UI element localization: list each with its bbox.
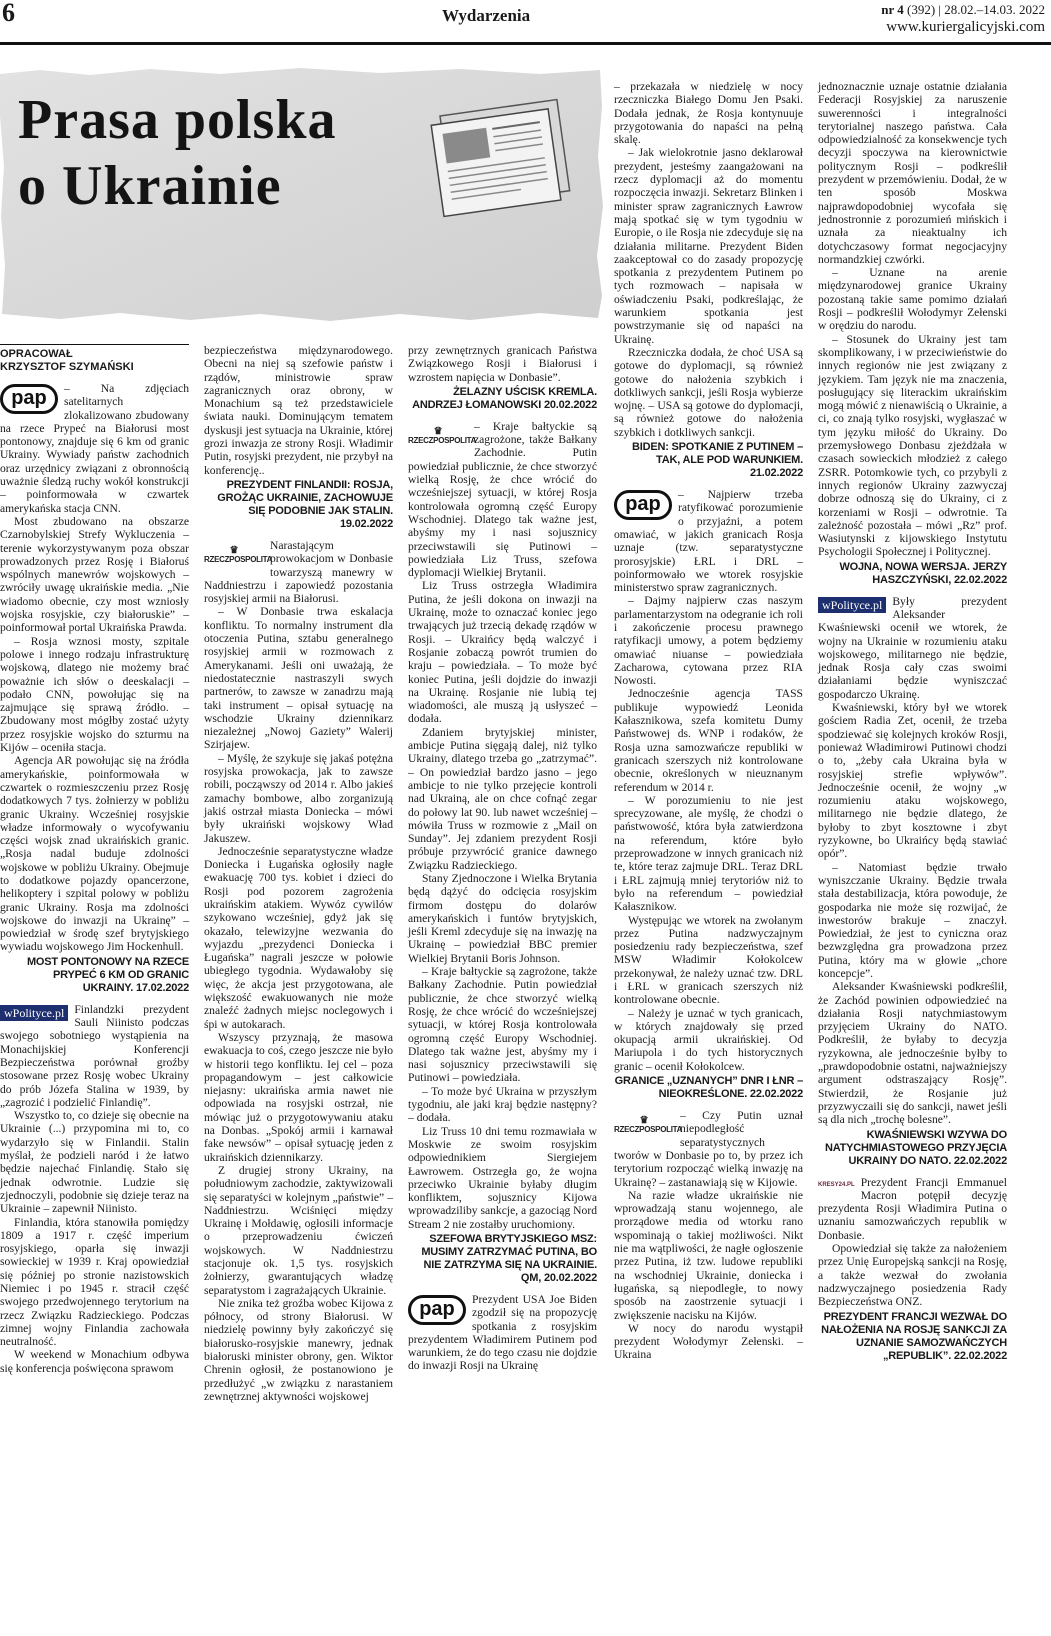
article-paragraph: bezpieczeństwa międzynarodowego. Obecni na niej są szefowie państw i rządów, ministrowie spraw zagranicznych oraz obrony, w Monachium są też przedstawiciele świata nauki. Dominującym tematem dyskusji jest sytuacja na Ukrainie, której grozi inwazja ze strony Rosji. Władimir Putin, rosyjski prezydent, nie przybył na konferencję.. <box>204 344 393 477</box>
article-paragraph: – Kraje bałtyckie są zagrożone, także Bałkany Zachodnie. Putin powiedział publicznie, że chce stworzyć wielką Rosję, że chce wrócić do wcześniejszej sytuacji, w której Rosja kontrolowała ogromną część Europy Wschodniej. Dlatego tak ważne jest, abyśmy my i nasi sojusznicy przeciwstawili się Putinowi – powiedziała. <box>408 965 597 1085</box>
eagle-icon: ♛ <box>433 425 443 437</box>
pap-logo: pap <box>614 490 672 520</box>
article-paragraph: – Natomiast będzie trwało wyniszczanie Ukrainy. Będzie trwała stała destabilizacja, która powoduje, że gospodarka nie może się rozwijać, że inwestorów brakuje – znaczył. Powiedział, że jest to cyniczna oraz bezwzględna gra prowadzona przez Putina, który ma w głowie „chore koncepcje”. <box>818 860 1007 980</box>
article-paragraph: Finlandzki prezydent Sauli Niinisto podczas swojego sobotniego wystąpienia na Monachijskiej Konferencji Bezpieczeństwa porównał groźby stosowane przez Rosję wobec Ukrainy do prób Józefa Stalina w 1939, by „zagrozić i podzielić Finlandię”. <box>0 1002 189 1109</box>
article-paragraph: – W Donbasie trwa eskalacja konfliktu. To normalny instrument dla otoczenia Putina, sztabu generalnego rosyjskiej armii w rozmowach z Amerykanami. Jeśli oni uważają, że niedostatecznie nastraszyli swych partnerów, to zawsze w zanadrzu mają taki instrument – opisał sytuację na wschodzie Ukrainy dziennikarz niezależnej „Nowoj Gaziety” Walerij Szirjajew. <box>204 605 393 752</box>
article-paragraph: Agencja AR powołując się na źródła amerykańskie, poinformowała w czwartek o rozmieszczeniu przez Rosję dodatkowych 7 tys. żołnierzy w pobliżu granic Ukrainy. Wcześniej rosyjskie władze informowały o wycofywaniu części wojsk znad ukraińskich granic. „Rosja nadal buduje zdolności wojskowe w pobliżu Ukrainy. Obejmuje to dodatkowe pojazdy opancerzone, helikoptery i szpital polowy w pobliżu granic Ukrainy. Rosja ma zdolności wojskowe do inwazji na Ukrainę” – powiedział w środę szef brytyjskiego wywiadu wojskowego Jim Hockenhull. <box>0 754 189 954</box>
article-paragraph: W nocy do narodu wystąpił prezydent Wołodymyr Zełenski. – Ukraina <box>614 1321 803 1362</box>
rzeczpospolita-logo <box>408 422 477 446</box>
article-source: BIDEN: SPOTKANIE Z PUTINEM – TAK, ALE POD WARUNKIEM. 21.02.2022 <box>631 441 803 480</box>
article-paragraph: – Dajmy najpierw czas naszym parlamentarzystom na odegranie ich roli i zakończenie procesu prawnego ratyfikacji umowy, a potem będziemy omawiać niuanse – powiedziała Zacharowa, cytowana przez RIA Nowosti. <box>614 594 803 688</box>
header-rule <box>0 42 1051 45</box>
article-paragraph: – Należy je uznać w tych granicach, w których znajdowały się przed okupacją armii ukraińskiej. Od Mariupola i do tych historycznych granic – ocenił Kołokolcew. <box>614 1006 803 1073</box>
article-source: WOJNA, NOWA WERSJA. JERZY HASZCZYŃSKI, 22.02.2022 <box>839 560 1007 586</box>
article-paragraph: Zdaniem brytyjskiej minister, ambicje Putina sięgają dalej, niż tylko Ukrainy, dlatego trzeba go „zatrzymać”. – On powiedział bardzo jasno – jego ambicje to nie tylko przejęcie kontroli nad Ukrainą, ale on chce cofnąć zegar do połowy lat 90. lub nawet wcześniej – mówiła Truss w rozmowie z „Mail on Sunday”. Jej zdaniem prezydent Rosji próbuje przywrócić granice dawnego Związku Radzieckiego. <box>408 725 597 872</box>
wpolityce-logo: wPolityce.pl <box>0 1005 68 1021</box>
author-credit <box>0 344 189 374</box>
article-paragraph: Z drugiej strony Ukrainy, na południowym zachodzie, zaktywizowali się separatyści w kolejnym „państwie” – Naddniestrzu. Wciśnięci między Ukrainę i Mołdawię, ogłosili informacje o przeprowadzeniu ćwiczeń wojskowych. W Naddniestrzu stacjonuje ok. 1,5 tys. rosyjskich żołnierzy, gwarantujących władzę separatystom i zagrażających Ukrainie. <box>204 1163 393 1297</box>
column-5 <box>818 80 1007 1371</box>
article-paragraph: Narastającym prowokacjom w Donbasie towarzyszą manewry w Naddniestrzu i zapowiedź pozostania rosyjskiej armii na Białorusi. <box>204 538 393 606</box>
author-name: KRZYSZTOF SZYMAŃSKI <box>0 361 134 373</box>
pap-logo: pap <box>408 1295 466 1325</box>
page-header <box>0 0 1051 44</box>
article-paragraph: Nie znika też groźba wobec Kijowa z północy, od strony Białorusi. W niedzielę powinny były zakończyć się białorusko-rosyjskie manewry, jednak białoruski minister obrony, gen. Wiktor Chrenin ogłosił, że postanowiono je przedłużyć „w związku z narastaniem zewnętrznej aktywności wojskowej <box>204 1296 393 1403</box>
author-label: OPRACOWAŁ <box>0 348 73 360</box>
title-banner <box>0 66 604 324</box>
issue-number: nr 4 <box>881 2 904 17</box>
article-paragraph: Stany Zjednoczone i Wielka Brytania będą dążyć do odcięcia rosyjskim firmom dostępu do dolarów amerykańskich i funtów brytyjskich, jeśli Kreml zdecyduje się na inwazję na Ukrainę – powiedział BBC premier Wielkiej Brytanii Boris Johnson. <box>408 871 597 965</box>
rzeczpospolita-wordmark: RZECZPOSPOLITA <box>614 1125 683 1135</box>
article-paragraph: – Kraje bałtyckie są zagrożone, także Bałkany Zachodnie. Putin powiedział publicznie, że chce stworzyć wielką Rosję, że chce wrócić do wcześniejszej sytuacji, w której Rosja kontrolowała ogromną część Europy Wschodniej. Dlatego tak ważne jest, abyśmy my i nasi sojusznicy przeciwstawili się Putinowi – powiedziała Liz Truss, szefowa dyplomacji Wielkiej Brytanii. <box>408 419 597 580</box>
article-paragraph: Wszystko to, co dzieje się obecnie na Ukrainie (...) przypomina mi to, co wydarzyło się w Finlandii. Stalin myślał, że podzieli naród i że łatwo będzie najechać Finlandię. Stało się jednak odwrotnie. Ludzie się zjednoczyli, podobnie się dzieje teraz na Ukrainie – zapewnił Niinisto. <box>0 1109 189 1216</box>
article-paragraph: – Czy Putin uznał niepodległość separatystycznych tworów w Donbasie po to, by przez ich terytorium rozpocząć wielką inwazję na Ukrainę? – zastanawiają się w Kijowie. <box>614 1109 803 1189</box>
article-paragraph: – Najpierw trzeba ratyfikować porozumienie o przyjaźni, a potem omawiać, w jakich granicach Rosja uznaje (tzw. separatystyczne prorosyjskie) ŁRL i DRL – poinformowało we wtorek rosyjskie ministerstwo spraw zagranicznych. <box>614 488 803 595</box>
article-paragraph: Most zbudowano na obszarze Czarnobylskiej Strefy Wykluczenia – terenie wykorzystywanym poza obszar prowadzonych przez Rosję i Białoruś wspólnych manewrów wojskowych – zwróciły uwagę ukraińskie media. „Nie wiadomo obecnie, czy most wzniosły wojska rosyjskie, czy białoruskie” – poinformował portal Ukraińska Prawda. <box>0 514 189 635</box>
rzeczpospolita-logo <box>614 1111 683 1135</box>
article-source: ŻELAZNY UŚCISK KREMLA. ANDRZEJ ŁOMANOWSKI 20.02.2022 <box>412 385 597 411</box>
article-paragraph: Aleksander Kwaśniewski podkreślił, że Zachód powinien odpowiedzieć na działania Rosji natychmiastowym przyjęciem Ukrainy do NATO. Podkreślił, że byłaby to decyzja ryzykowna, ale jednocześnie byłby to „prawdopodobnie ostatni, najważniejszy argument odstraszający Rosję”. Stwierdził, że Rosjanie już przyzwyczaili się do sankcji, nawet jeśli są dla nich „trochę bolesne”. <box>818 980 1007 1127</box>
rzeczpospolita-wordmark: RZECZPOSPOLITA <box>408 435 477 445</box>
rzeczpospolita-wordmark: RZECZPOSPOLITA <box>204 554 273 564</box>
website-link[interactable]: www.kuriergalicyjski.com <box>886 19 1045 35</box>
title-line-1: Prasa polska <box>18 89 337 151</box>
article-paragraph: – Rosja wznosi mosty, szpitale polowe i innego rodzaju infrastrukturę wojskową, dlatego nie możemy brać poważnie ich słów o deeskalacji – podało CNN, powołując się na zajmujące się sprawą źródło. – Zbudowany most mógłby zostać użyty przez rosyjskie wojsko do szturmu na Kijów – oceniła stacja. <box>0 634 189 755</box>
article-paragraph: – Myślę, że szykuje się jakaś potężna rosyjska prowokacja, jak to zawsze robili, począwszy od 2014 r. Albo jakieś zamachy bombowe, albo zorganizują jakiś ostrzał miasta Doniecka – mówi były ukraiński wojskowy Wład Jakuszew. <box>204 751 393 845</box>
article-paragraph: W weekend w Monachium odbywa się konferencja poświęcona sprawom <box>0 1348 189 1375</box>
article-source: KWAŚNIEWSKI WZYWA DO NATYCHMIASTOWEGO PRZYJĘCIA UKRAINY DO NATO. 22.02.2022 <box>824 1128 1007 1167</box>
article-paragraph: – Na zdjęciach satelitarnych zlokalizowano zbudowany na rzece Prypeć na Białorusi most pontonowy, znajduje się 6 km od granic Ukrainy. Wywiady państw zachodnich oraz urzędnicy związani z obronnością uważnie śledzą ruchy wokół konstrukcji – poinformowała w czwartek amerykańska stacja CNN. <box>0 382 189 515</box>
article-source: SZEFOWA BRYTYJSKIEGO MSZ: MUSIMY ZATRZYMAĆ PUTINA, BO NIE ZATRZYMA SIĘ NA UKRAINIE. QM, 20.02.2022 <box>421 1233 597 1284</box>
title-line-2: o Ukrainie <box>18 154 282 217</box>
article-paragraph: Rzeczniczka dodała, że choć USA są gotowe do dyplomacji, są również gotowe do nałożenia szybkich i dotkliwych sankcji, jeśli Rosja wybierze wojnę. – USA są gotowe do dyplomacji, są również gotowe do nałożenia szybkich i dotkliwych sankcji. <box>614 345 803 439</box>
wpolityce-logo: wPolityce.pl <box>818 597 886 613</box>
eagle-icon: ♛ <box>229 544 239 556</box>
column-4 <box>614 80 803 1362</box>
article-paragraph: Prezydent Francji Emmanuel Macron potępił decyzję prezydenta Rosji Władimira Putina o uznaniu samozwańczych republik w Donbasie. <box>818 1175 1007 1242</box>
article-paragraph: Były prezydent Aleksander Kwaśniewski ocenił we wtorek, że wojny na Ukrainie w rozumieniu ataku wojskowego, militarnego nie będzie, jednak Rosja cały czas swoimi działaniami będzie wyniszczać gospodarczo Ukrainę. <box>818 594 1007 701</box>
article-paragraph: – W porozumieniu to nie jest sprecyzowane, ale myślę, że chodzi o państwowość, która była zatwierdzona na referendum, które było przeprowadzone w innych granicach niż te, które teraz zajmuje DRL. Teraz DRL i ŁRL zajmują mniej terytoriów niż to było na referendum – powiedział Kałasznikow. <box>614 793 803 914</box>
page-number: 6 <box>2 0 15 27</box>
article-paragraph: Prezydent USA Joe Biden zgodził się na propozycję spotkania z rosyjskim prezydentem Władimirem Putinem pod warunkiem, że do tego czasu nie dojdzie do inwazji Rosji na Ukrainę <box>408 1293 597 1373</box>
section-title: Wydarzenia <box>442 6 531 25</box>
article-paragraph: przy zewnętrznych granicach Państwa Związkowego Rosji i Białorusi i wzrostem napięcia w Donbasie”. <box>408 344 597 384</box>
page-title <box>18 88 337 219</box>
article-source: MOST PONTONOWY NA RZECE PRYPEĆ 6 KM OD GRANIC UKRAINY. 17.02.2022 <box>26 955 189 994</box>
article-paragraph: Liz Truss ostrzegła Władimira Putina, że jeśli dokona on inwazji na Ukrainę, może to oznaczać koniec jego trwających już trzecią dekadę rządów w Rosji. – Ukraińcy będą walczyć i Rosjanie zobaczą powrót trumien do kraju – powiedziała. – To może być koniec Putina, jeśli dojdzie do inwazji na Ukrainę. Rosjanie nie lubią tej wiadomości, ale muszą ją usłyszeć – dodała. <box>408 579 597 726</box>
newspaper-icon <box>430 100 571 217</box>
article-paragraph: – przekazała w niedzielę w nocy rzeczniczka Białego Domu Jen Psaki. Dodała jednak, że Rosja kontynuuje przygotowania do napaści na pełną skalę. <box>614 80 803 147</box>
article-source: PREZYDENT FINLANDII: ROSJA, GROŻĄC UKRAINIE, ZACHOWUJE SIĘ PODOBNIE JAK STALIN. 19.02.2022 <box>217 478 393 530</box>
article-paragraph: – To może być Ukraina w przyszłym tygodniu, ale jaki kraj będzie następny? – dodała. <box>408 1084 597 1125</box>
column-2 <box>204 344 393 1403</box>
article-paragraph: Na razie władze ukraińskie nie wprowadzają stanu wojennego, ale prorządowe media od wtorku rano wspominają o takiej możliwości. Nikt nie ma wątpliwości, że nagłe ogłoszenie przez Putina, iż tzw. ludowe republiki na wschodniej Ukrainie, doniecka i ługańska, są niepodległe, to nowy sposób na zaostrzenie sytuacji i zwiększenie nacisku na Kijów. <box>614 1188 803 1322</box>
column-3 <box>408 344 597 1373</box>
article-paragraph: – Uznane na arenie międzynarodowej granice Ukrainy pozostaną takie same pomimo działań Rosji – podkreślił Wołodymyr Zełenski w orędziu do narodu. <box>818 266 1007 333</box>
article-paragraph: Liz Truss 10 dni temu rozmawiała w Moskwie ze swoim rosyjskim odpowiednikiem Siergiejem Ławrowem. Ostrzegła go, że wojna przeciwko Ukrainie byłaby długim konfliktem, sojusznicy Kijowa wprowadziliby sankcje, a gazociąg Nord Stream 2 nie zostałby uruchomiony. <box>408 1124 597 1231</box>
column-1 <box>0 344 189 1375</box>
article-paragraph: – Stosunek do Ukrainy jest tam skomplikowany, i w przeciwieństwie do innych regionów nie jest związany z językiem. Tam język nie ma znaczenia, posługujący się literackim ukraińskim mogą mówić z nienawiścią o Ukrainie, a ci, co znają tylko rosyjski, wygłaszać w tym języku miłość do Ukrainy. Do przemysłowego Donbasu zjeżdżała w czasach sowieckich młodzież z całego ZSRR. Potomkowie tych, co przybyli z innych regionów Ukrainy zazwyczaj dobrze odnoszą się do Ukrainy, ci z korzeniami w Rosji – odwrotnie. Ta zależność pozostała – mówi „Rz” prof. Wasiutynski z kijowskiego Instytutu Psychologii Społecznej i Politycznej. <box>818 332 1007 559</box>
article-paragraph: Wszyscy przyznają, że masowa ewakuacja to coś, czego jeszcze nie było w historii tego konfliktu. Iej cel – poza propagandowym – jest całkowicie niejasny: ukraińska armia nawet nie odpowiada na rosyjski ostrzał, nie mówiąc już o przygotowywaniu ataku na Donbas. „Spokój armii i karnawał fake newsów” – opisał sytuację jeden z ukraińskich dziennikarzy. <box>204 1030 393 1164</box>
article-source: PREZYDENT FRANCJI WEZWAŁ DO NAŁOŻENIA NA ROSJĘ SANKCJI ZA UZNANIE SAMOZWAŃCZYCH „REPUBLIK”. 22.02.2022 <box>821 1310 1007 1362</box>
article-paragraph: Jednocześnie separatystyczne władze Doniecka i Ługańska ogłosiły nagłe ewakuację 700 tys. kobiet i dzieci do Rosji pod pozorem zagrożenia ukraińskim atakiem. Wywóz cywilów szykowano wcześniej, gdyż jak się okazało, telewizyjne wezwania do wyjazdu „prezydenci Doniecka i Ługańska” nagrali jeszcze w połowie ubiegłego tygodnia. Wydawałoby się więc, że akcja jest przygotowana, ale większość ewakuowanych nie może znaleźć żadnych miejsc noclegowych i śpi w autokarach. <box>204 844 393 1031</box>
article-paragraph: Jednocześnie agencja TASS publikuje wypowiedź Leonida Kałasznikowa, szefa komitetu Dumy Państwowej ds. WNP i rodaków, że Rosja uzna samozwańcze republiki w granicach szerszych niż kontrolowane obecnie, określonych w nieuznanym referendum w 2014 r. <box>614 687 803 794</box>
kresy24-logo: KRESY24.PL <box>818 1181 855 1188</box>
article-paragraph: Finlandia, która stanowiła pomiędzy 1809 a 1917 r. część imperium rosyjskiego, oparła się inwazji sowieckiej w 1939 r. Kraj opowiedział się później po stronie nazistowskich Niemiec i po 1945 r. stracił część swojego przedwojennego terytorium na rzecz Związku Radzieckiego. Podczas zimnej wojny Finlandia zachowała neutralność. <box>0 1215 189 1349</box>
pap-logo: pap <box>0 384 58 414</box>
article-paragraph: – Jak wielokrotnie jasno deklarował prezydent, jesteśmy zaangażowani na rzecz dyplomacji aż do momentu rozpoczęcia inwazji. Sekretarz Blinken i minister spraw zagranicznych Ławrow mają spotkać się w tym tygodniu w Europie, o ile Rosja nie zdecyduje się na działania militarne. Prezydent Biden zaakceptował co do zasady propozycję spotkania z prezydentem Putinem po tych rozmowach – napisała w oświadczeniu Psaki, podkreślając, że warunkiem spotkania jest powstrzymanie się od napaści na Ukrainę. <box>614 146 803 346</box>
issue-info <box>881 1 1045 18</box>
article-paragraph: Występując we wtorek na zwołanym przez Putina nadzwyczajnym posiedzeniu rady bezpieczeństwa, szef MSW Władimir Kołokolcew przekonywał, że należy uznać tzw. DRL i ŁRL w granicach szerszych niż kontrolowane obecnie. <box>614 913 803 1007</box>
rzeczpospolita-logo <box>204 541 273 565</box>
eagle-icon: ♛ <box>639 1115 649 1127</box>
article-source: GRANICE „UZNANYCH” DNR I ŁNR – NIEOKREŚLONE. 22.02.2022 <box>614 1075 803 1101</box>
article-paragraph: Kwaśniewski, który był we wtorek gościem Radia Zet, ocenił, że trzeba spodziewać się kolejnych kroków Rosji, ponieważ Władimirowi Putinowi chodzi o to, „żeby cała Ukraina była w rosyjskiej strefie wpływów”. Jednocześnie ocenił, że wojny „w rozumieniu ataku wojskowego, militarnego nie będzie dlatego, że byłoby to zbyt kosztowne i zbyt ryzykowne, bo Ukraińcy będą stawiać opór”. <box>818 701 1007 861</box>
article-paragraph: jednoznacznie uznaje ostatnie działania Federacji Rosyjskiej za naruszenie suwerenności i integralności terytorialnej naszego państwa. Cała odpowiedzialność za konsekwencje tych decyzji spoczywa na kierownictwie politycznym Rosji – podkreślił prezydent w przemówieniu. Dodał, że w ten sposób Moskwa najprawdopodobniej wycofała się jednostronnie z porozumień mińskich i uznała za nieaktualny ich dotychczasowy format negocjacyjny normandzkiej czwórki. <box>818 80 1007 266</box>
article-paragraph: Opowiedział się także za nałożeniem przez Unię Europejską sankcji na Rosję, a także wezwał do zwołania nadzwyczajnego posiedzenia Rady Bezpieczeństwa ONZ. <box>818 1242 1007 1309</box>
issue-dates: (392) | 28.02.–14.03. 2022 <box>903 2 1045 17</box>
